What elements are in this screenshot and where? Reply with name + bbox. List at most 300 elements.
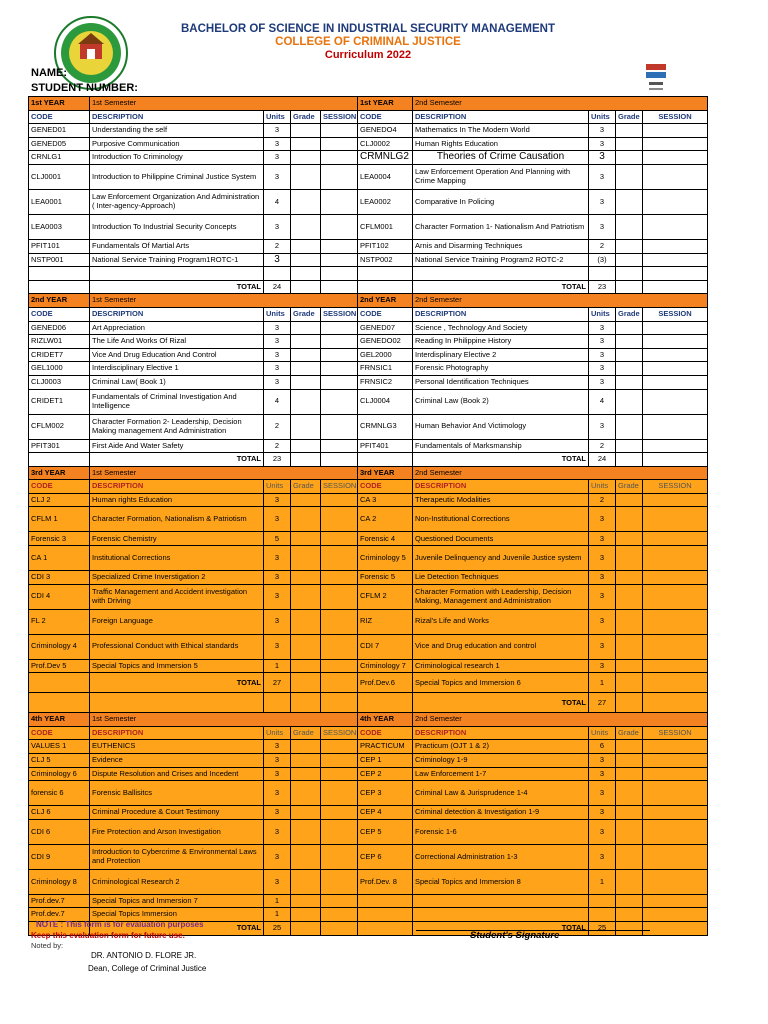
- course-row: [29, 673, 708, 693]
- course-row: [29, 124, 708, 138]
- course-description: Rizal's Life and Works: [413, 609, 589, 634]
- course-code: Prof.Dev 5: [29, 659, 90, 673]
- course-description: Special Topics and Immersion 8: [413, 869, 589, 894]
- grade-cell: [321, 493, 358, 507]
- course-description: [413, 894, 589, 908]
- grade-cell: [321, 253, 358, 267]
- course-description: Fire Protection and Arson Investigation: [90, 819, 264, 844]
- grade-cell: [616, 164, 643, 189]
- course-code: CDI 9: [29, 844, 90, 869]
- grade-cell: [616, 781, 643, 806]
- grade-cell: [616, 659, 643, 673]
- grade-cell: [643, 659, 708, 673]
- course-code: CEP 1: [358, 754, 413, 768]
- column-header-description: DESCRIPTION: [413, 480, 589, 494]
- grade-cell: [321, 740, 358, 754]
- blank-cell: [413, 267, 589, 281]
- blank-cell: [291, 693, 321, 713]
- grade-cell: [291, 375, 321, 389]
- column-header-description: DESCRIPTION: [413, 110, 589, 124]
- course-row: [29, 571, 708, 585]
- course-code: CRMNLG2: [358, 151, 413, 165]
- course-description: Institutional Corrections: [90, 546, 264, 571]
- course-units: [589, 908, 616, 922]
- course-units: 3: [589, 584, 616, 609]
- grade-cell: [291, 507, 321, 532]
- grade-cell: [321, 571, 358, 585]
- grade-cell: [291, 806, 321, 820]
- course-description: Reading In Philippine History: [413, 335, 589, 349]
- course-units: 3: [264, 348, 291, 362]
- column-header-session: SESSION: [643, 307, 708, 321]
- course-code: CA 1: [29, 546, 90, 571]
- course-units: 3: [589, 137, 616, 151]
- course-code: VALUES 1: [29, 740, 90, 754]
- grade-cell: [616, 439, 643, 453]
- grade-cell: [643, 673, 708, 693]
- year-header-row: [29, 466, 708, 480]
- column-header-description: DESCRIPTION: [413, 726, 589, 740]
- course-units: 3: [589, 819, 616, 844]
- course-units: 3: [264, 362, 291, 376]
- grade-cell: [643, 806, 708, 820]
- course-row: [29, 894, 708, 908]
- course-description: Forensic Ballisitcs: [90, 781, 264, 806]
- grade-cell: [643, 493, 708, 507]
- course-units: 3: [264, 375, 291, 389]
- grade-cell: [616, 507, 643, 532]
- course-code: GENEDO4: [358, 124, 413, 138]
- course-description: Traffic Management and Accident investigation with Driving: [90, 584, 264, 609]
- grade-cell: [616, 740, 643, 754]
- course-description: Special Topics and Immersion 5: [90, 659, 264, 673]
- course-row: [29, 659, 708, 673]
- course-description: Questioned Documents: [413, 532, 589, 546]
- course-code: CFLM002: [29, 414, 90, 439]
- course-row: [29, 362, 708, 376]
- grade-cell: [643, 571, 708, 585]
- column-header-code: CODE: [358, 110, 413, 124]
- grade-cell: [643, 214, 708, 239]
- column-header-grade: Grade: [616, 480, 643, 494]
- course-row: [29, 375, 708, 389]
- course-row: [29, 767, 708, 781]
- course-code: Prof.dev.7: [29, 908, 90, 922]
- year-label: 4th YEAR: [29, 713, 90, 727]
- course-description: Forensic Chemistry: [90, 532, 264, 546]
- course-units: 3: [589, 348, 616, 362]
- grade-cell: [616, 693, 643, 713]
- semester-label: 1st Semester: [90, 294, 358, 308]
- grade-cell: [321, 321, 358, 335]
- course-code: CEP 6: [358, 844, 413, 869]
- grade-cell: [643, 507, 708, 532]
- course-description: Comparative In Policing: [413, 189, 589, 214]
- grade-cell: [643, 844, 708, 869]
- column-header-code: CODE: [29, 726, 90, 740]
- course-code: LEA0004: [358, 164, 413, 189]
- total-units: 27: [589, 693, 616, 713]
- grade-cell: [321, 908, 358, 922]
- column-header-units: Units: [589, 307, 616, 321]
- column-header-description: DESCRIPTION: [413, 307, 589, 321]
- course-units: 1: [264, 908, 291, 922]
- grade-cell: [291, 754, 321, 768]
- course-code: Forensic 5: [358, 571, 413, 585]
- column-header-code: CODE: [358, 726, 413, 740]
- grade-cell: [291, 362, 321, 376]
- course-description: Introduction to Philippine Criminal Justice System: [90, 164, 264, 189]
- blank-cell: [291, 267, 321, 281]
- column-header-session: SESSION: [643, 480, 708, 494]
- course-description: Correctional Administration 1-3: [413, 844, 589, 869]
- course-code: LEA0001: [29, 189, 90, 214]
- course-code: GEL2000: [358, 348, 413, 362]
- course-description: Juvenile Delinquency and Juvenile Justice system: [413, 546, 589, 571]
- course-description: Introduction To Criminology: [90, 151, 264, 165]
- course-description: Fundamentals of Criminal Investigation And Intelligence: [90, 389, 264, 414]
- course-units: 3: [264, 754, 291, 768]
- course-code: FRNSIC2: [358, 375, 413, 389]
- course-units: 3: [589, 634, 616, 659]
- semester-label: 1st Semester: [90, 713, 358, 727]
- course-units: 3: [264, 819, 291, 844]
- course-units: 4: [264, 389, 291, 414]
- course-description: Character Formation, Nationalism & Patriotism: [90, 507, 264, 532]
- grade-cell: [616, 806, 643, 820]
- column-header-units: Units: [589, 726, 616, 740]
- course-description: Purposive Communication: [90, 137, 264, 151]
- course-row: [29, 189, 708, 214]
- grade-cell: [321, 439, 358, 453]
- course-row: [29, 806, 708, 820]
- column-header-session: SESSION: [321, 110, 358, 124]
- course-units: 3: [589, 571, 616, 585]
- grade-cell: [291, 908, 321, 922]
- course-units: 3: [589, 321, 616, 335]
- course-code: PRACTICUM: [358, 740, 413, 754]
- total-units: 25: [589, 922, 616, 936]
- course-code: Prof.dev.7: [29, 894, 90, 908]
- grade-cell: [321, 754, 358, 768]
- course-code: CRIDET1: [29, 389, 90, 414]
- course-description: Law Enforcement Organization And Administration ( Inter-agency-Approach): [90, 189, 264, 214]
- grade-cell: [616, 239, 643, 253]
- grade-cell: [291, 844, 321, 869]
- grade-cell: [643, 439, 708, 453]
- grade-cell: [291, 767, 321, 781]
- column-header-code: CODE: [29, 307, 90, 321]
- first-year-section: [29, 97, 708, 294]
- grade-cell: [643, 321, 708, 335]
- grade-cell: [291, 609, 321, 634]
- grade-cell: [616, 819, 643, 844]
- total-label: TOTAL: [413, 922, 589, 936]
- column-header-row: [29, 726, 708, 740]
- dean-name: DR. ANTONIO D. FLORE JR.: [91, 951, 197, 960]
- total-label: TOTAL: [90, 453, 264, 467]
- grade-cell: [616, 571, 643, 585]
- grade-cell: [616, 362, 643, 376]
- grade-cell: [616, 922, 643, 936]
- course-units: 3: [589, 767, 616, 781]
- grade-cell: [321, 389, 358, 414]
- course-description: Character Formation 1- Nationalism And Patriotism: [413, 214, 589, 239]
- grade-cell: [321, 214, 358, 239]
- column-header-description: DESCRIPTION: [90, 110, 264, 124]
- course-code: CA 3: [358, 493, 413, 507]
- grade-cell: [291, 869, 321, 894]
- grade-cell: [616, 908, 643, 922]
- course-units: 3: [589, 754, 616, 768]
- grade-cell: [643, 151, 708, 165]
- course-description: Criminology 1-9: [413, 754, 589, 768]
- course-units: (3): [589, 253, 616, 267]
- course-units: 3: [264, 214, 291, 239]
- year-label: 3rd YEAR: [29, 466, 90, 480]
- column-header-grade: Grade: [291, 480, 321, 494]
- grade-cell: [321, 869, 358, 894]
- course-units: 3: [264, 740, 291, 754]
- course-units: 3: [589, 844, 616, 869]
- grade-cell: [616, 546, 643, 571]
- course-description: Human Behavior And Victimology: [413, 414, 589, 439]
- grade-cell: [291, 453, 321, 467]
- blank-cell: [321, 693, 358, 713]
- course-row: [29, 321, 708, 335]
- grade-cell: [643, 414, 708, 439]
- course-description: Dispute Resolution and Crises and Incedent: [90, 767, 264, 781]
- grade-cell: [616, 634, 643, 659]
- column-header-units: Units: [264, 110, 291, 124]
- total-label: TOTAL: [413, 453, 589, 467]
- grade-cell: [321, 819, 358, 844]
- grade-cell: [291, 280, 321, 294]
- course-row: [29, 389, 708, 414]
- course-row: [29, 439, 708, 453]
- grade-cell: [643, 164, 708, 189]
- column-header-code: CODE: [29, 110, 90, 124]
- course-units: 3: [589, 189, 616, 214]
- grade-cell: [291, 781, 321, 806]
- column-header-row: [29, 307, 708, 321]
- course-row: [29, 634, 708, 659]
- course-units: 2: [264, 439, 291, 453]
- course-code: CLJ 5: [29, 754, 90, 768]
- grade-cell: [291, 414, 321, 439]
- grade-cell: [291, 348, 321, 362]
- course-units: 3: [264, 546, 291, 571]
- grade-cell: [616, 584, 643, 609]
- grade-cell: [321, 922, 358, 936]
- course-code: RIZLW01: [29, 335, 90, 349]
- grade-cell: [616, 894, 643, 908]
- course-row: [29, 609, 708, 634]
- grade-cell: [291, 740, 321, 754]
- grade-cell: [616, 754, 643, 768]
- grade-cell: [291, 634, 321, 659]
- grade-cell: [291, 584, 321, 609]
- course-description: Vice and Drug education and control: [413, 634, 589, 659]
- column-header-code: CODE: [29, 480, 90, 494]
- course-description: Non-Institutional Corrections: [413, 507, 589, 532]
- course-code: CDI 4: [29, 584, 90, 609]
- course-row: [29, 214, 708, 239]
- blank-cell: [29, 453, 90, 467]
- course-description: Arnis and Disarming Techniques: [413, 239, 589, 253]
- course-code: PFIT102: [358, 239, 413, 253]
- course-description: Criminal Law( Book 1): [90, 375, 264, 389]
- course-code: CLJ0004: [358, 389, 413, 414]
- grade-cell: [643, 609, 708, 634]
- name-label: NAME:: [31, 67, 68, 79]
- course-row: [29, 754, 708, 768]
- course-units: 3: [264, 767, 291, 781]
- course-units: 3: [589, 609, 616, 634]
- grade-cell: [291, 124, 321, 138]
- total-row: [29, 453, 708, 467]
- course-description: Science , Technology And Society: [413, 321, 589, 335]
- course-units: 2: [589, 493, 616, 507]
- course-row: [29, 819, 708, 844]
- course-description: Law Enforcement 1-7: [413, 767, 589, 781]
- grade-cell: [616, 253, 643, 267]
- grade-cell: [643, 546, 708, 571]
- course-description: Criminological research 1: [413, 659, 589, 673]
- grade-cell: [616, 335, 643, 349]
- course-row: [29, 414, 708, 439]
- total-label: TOTAL: [90, 922, 264, 936]
- course-code: NSTP001: [29, 253, 90, 267]
- course-row: [29, 507, 708, 532]
- semester-label: 1st Semester: [90, 466, 358, 480]
- course-description: Interdisplinary Elective 2: [413, 348, 589, 362]
- course-units: 3: [264, 137, 291, 151]
- course-code: CRNLG1: [29, 151, 90, 165]
- column-header-grade: Grade: [616, 307, 643, 321]
- course-units: 3: [264, 321, 291, 335]
- dean-title: Dean, College of Criminal Justice: [88, 964, 207, 973]
- course-description: Special Topics and Immersion 6: [413, 673, 589, 693]
- column-header-grade: Grade: [291, 307, 321, 321]
- course-units: 1: [264, 659, 291, 673]
- course-units: 3: [589, 659, 616, 673]
- college-name: COLLEGE OF CRIMINAL JUSTICE: [275, 36, 461, 48]
- grade-cell: [321, 781, 358, 806]
- course-units: 1: [264, 894, 291, 908]
- course-code: FRNSIC1: [358, 362, 413, 376]
- course-units: 2: [264, 239, 291, 253]
- course-units: 3: [264, 124, 291, 138]
- course-row: [29, 844, 708, 869]
- grade-cell: [291, 321, 321, 335]
- course-code: CFLM 2: [358, 584, 413, 609]
- accreditation-logo: [640, 62, 672, 96]
- grade-cell: [643, 362, 708, 376]
- course-description: Law Enforcement Operation And Planning with Crime Mapping: [413, 164, 589, 189]
- column-header-units: Units: [589, 480, 616, 494]
- course-code: PFIT401: [358, 439, 413, 453]
- course-description: Criminal detection & Investigation 1-9: [413, 806, 589, 820]
- grade-cell: [321, 767, 358, 781]
- grade-cell: [643, 908, 708, 922]
- course-units: 3: [264, 164, 291, 189]
- grade-cell: [643, 189, 708, 214]
- grade-cell: [643, 767, 708, 781]
- course-description: Art Appreciation: [90, 321, 264, 335]
- course-description: Specialized Crime Inverstigation 2: [90, 571, 264, 585]
- grade-cell: [643, 532, 708, 546]
- course-code: CLJ0003: [29, 375, 90, 389]
- grade-cell: [321, 609, 358, 634]
- course-row: [29, 584, 708, 609]
- course-code: CEP 5: [358, 819, 413, 844]
- course-units: 1: [589, 673, 616, 693]
- course-units: 3: [589, 164, 616, 189]
- course-units: 3: [264, 335, 291, 349]
- course-units: 5: [264, 532, 291, 546]
- course-description: Human rights Education: [90, 493, 264, 507]
- total-label: TOTAL: [413, 280, 589, 294]
- blank-cell: [358, 267, 413, 281]
- grade-cell: [291, 137, 321, 151]
- course-row: [29, 546, 708, 571]
- grade-cell: [643, 894, 708, 908]
- grade-cell: [643, 253, 708, 267]
- course-description: Criminological Research 2: [90, 869, 264, 894]
- course-code: LEA0003: [29, 214, 90, 239]
- course-units: 3: [589, 214, 616, 239]
- grade-cell: [291, 922, 321, 936]
- course-row: [29, 151, 708, 165]
- course-description: [413, 908, 589, 922]
- column-header-description: DESCRIPTION: [90, 480, 264, 494]
- course-units: 3: [589, 414, 616, 439]
- course-code: CLJ 6: [29, 806, 90, 820]
- program-title: BACHELOR OF SCIENCE IN INDUSTRIAL SECURITY MANAGEMENT: [181, 23, 555, 35]
- student-number-label: STUDENT NUMBER:: [31, 82, 138, 94]
- grade-cell: [643, 389, 708, 414]
- blank-row: [29, 267, 708, 281]
- course-code: Criminology 7: [358, 659, 413, 673]
- column-header-session: SESSION: [643, 726, 708, 740]
- column-header-session: SESSION: [643, 110, 708, 124]
- course-code: Criminology 5: [358, 546, 413, 571]
- course-row: [29, 532, 708, 546]
- course-description: Fundamentals of Marksmanship: [413, 439, 589, 453]
- grade-cell: [291, 253, 321, 267]
- grade-cell: [321, 507, 358, 532]
- course-code: GENED05: [29, 137, 90, 151]
- grade-cell: [616, 493, 643, 507]
- grade-cell: [321, 806, 358, 820]
- year-label: 1st YEAR: [29, 97, 90, 111]
- column-header-units: Units: [264, 726, 291, 740]
- column-header-session: SESSION: [321, 726, 358, 740]
- grade-cell: [291, 659, 321, 673]
- grade-cell: [643, 922, 708, 936]
- grade-cell: [616, 869, 643, 894]
- course-description: Lie Detection Techniques: [413, 571, 589, 585]
- second-year-section: [29, 294, 708, 466]
- course-description: Mathematics In The Modern World: [413, 124, 589, 138]
- grade-cell: [321, 362, 358, 376]
- blank-cell: [29, 280, 90, 294]
- grade-cell: [321, 189, 358, 214]
- year-header-row: [29, 97, 708, 111]
- column-header-description: DESCRIPTION: [90, 307, 264, 321]
- grade-cell: [291, 546, 321, 571]
